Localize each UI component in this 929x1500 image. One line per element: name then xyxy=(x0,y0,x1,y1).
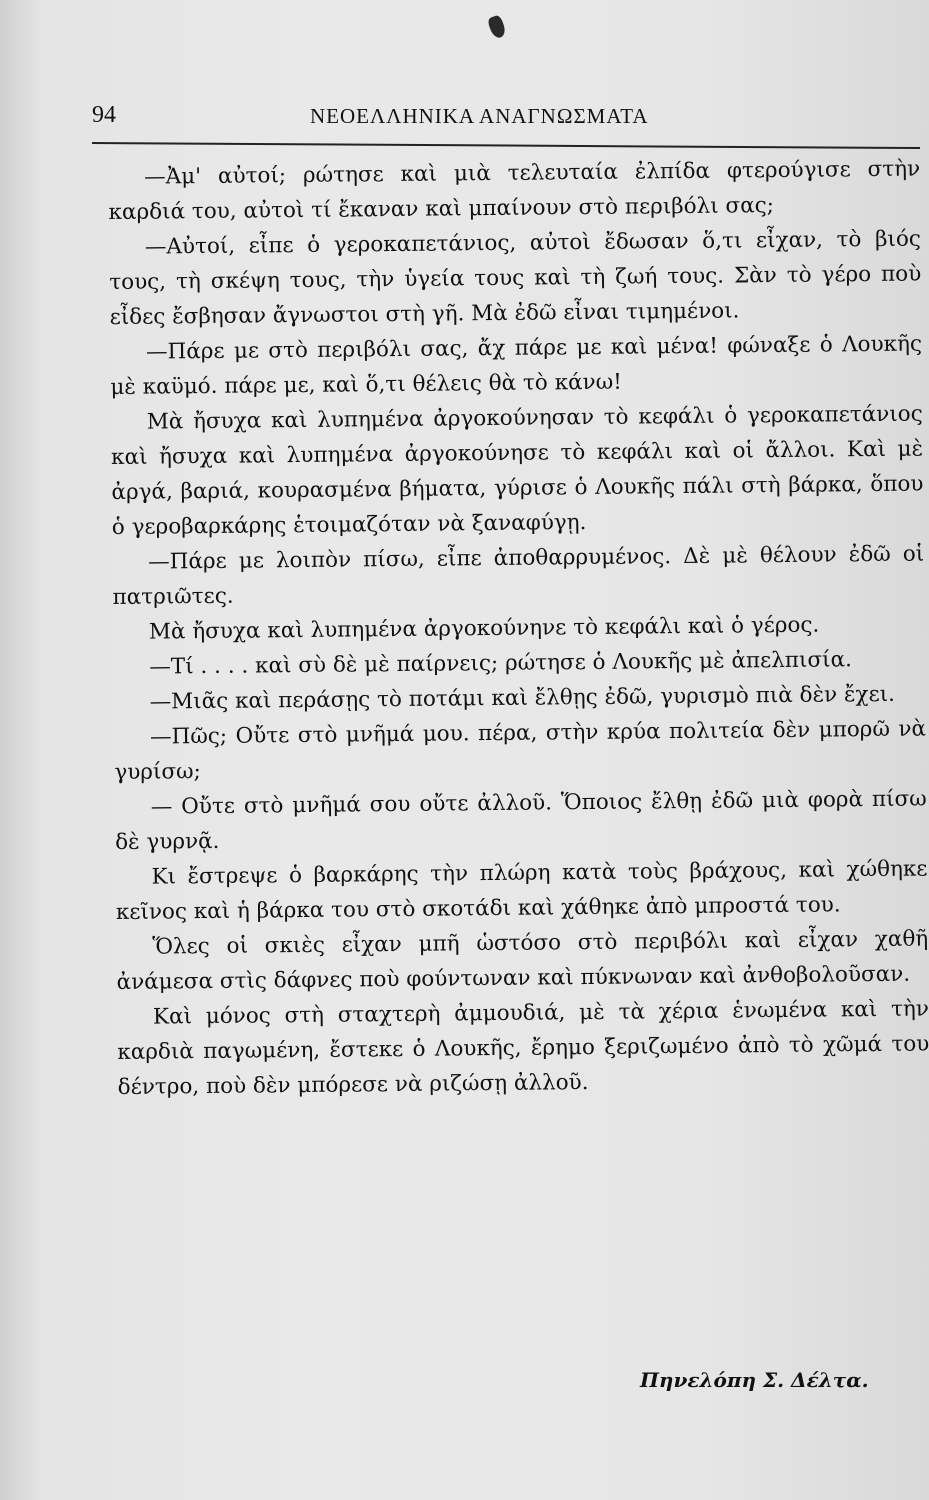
page-header xyxy=(92,100,920,140)
author-signature: Πηνελόπη Σ. Δέλτα. xyxy=(640,1368,869,1392)
body-text xyxy=(108,151,929,1104)
paragraph: —Πάρε με λοιπὸν πίσω, εἶπε ἀποθαρρυμένος. Δὲ μὲ θέλουν ἐδῶ οἱ πατριῶτες. xyxy=(112,541,925,610)
paragraph: —Πάρε με στὸ περιβόλι σας, ἄχ πάρε με καὶ μένα! φώναξε ὁ Λουκῆς μὲ καϋμό. πάρε με, καὶ ὅ,τι θέλεις θὰ τὸ κάνω! xyxy=(110,331,923,400)
paragraph: Ὅλες οἱ σκιὲς εἶχαν μπῆ ὡστόσο στὸ περιβόλι καὶ εἶχαν χαθῆ ἀνάμεσα στὶς δάφνες ποὺ φούντωναν καὶ πύκνωναν καὶ ἀνθοβολοῦσαν. xyxy=(116,926,929,995)
paragraph: Μὰ ἤσυχα καὶ λυπημένα ἀργοκούνησαν τὸ κεφάλι ὁ γεροκαπετάνιος καὶ ἤσυχα καὶ λυπημένα ἀργοκούνησε τὸ κεφάλι καὶ οἱ ἄλλοι. Καὶ μὲ ἀργά, βαριά, κουρασμένα βήματα, γύρισε ὁ Λουκῆς πάλι στὴ βάρκα, ὅπου ὁ γεροβαρκάρης ἑτοιμαζόταν νὰ ξαναφύγῃ. xyxy=(110,401,924,540)
paragraph: —Ἀμ' αὐτοί; ρώτησε καὶ μιὰ τελευταία ἐλπίδα φτερούγισε στὴν καρδιά του, αὐτοὶ τί ἔκαναν καὶ μπαίνουν στὸ περιβόλι σας; xyxy=(108,156,921,225)
page-number: 94 xyxy=(92,102,116,128)
paragraph: —Τί . . . . καὶ σὺ δὲ μὲ παίρνεις; ρώτησε ὁ Λουκῆς μὲ ἀπελπισία. xyxy=(149,647,853,680)
paragraph: —Μιᾶς καὶ περάσῃς τὸ ποτάμι καὶ ἔλθῃς ἐδῶ, γυρισμὸ πιὰ δὲν ἔχει. xyxy=(149,681,896,715)
paragraph: — Οὔτε στὸ μνῆμά σου οὔτε ἀλλοῦ. Ὅποιος ἔλθῃ ἐδῶ μιὰ φορὰ πίσω δὲ γυρνᾷ. xyxy=(115,786,927,855)
running-title: ΝΕΟΕΛΛΗΝΙΚΑ ΑΝΑΓΝΩΣΜΑΤΑ xyxy=(310,104,649,128)
paragraph: —Πῶς; Οὔτε στὸ μνῆμά μου. πέρα, στὴν κρύα πολιτεία δὲν μπορῶ νὰ γυρίσω; xyxy=(114,716,927,785)
paragraph: Μὰ ἤσυχα καὶ λυπημένα ἀργοκούνηνε τὸ κεφάλι καὶ ὁ γέρος. xyxy=(148,612,820,645)
header-rule xyxy=(92,142,920,149)
paragraph: Καὶ μόνος στὴ σταχτερὴ ἀμμουδιά, μὲ τὰ χέρια ἑνωμένα καὶ τὴν καρδιὰ παγωμένη, ἔστεκε ὁ Λουκῆς, ἔρημο ξεριζωμένο ἀπὸ τὸ χῶμά του δέντρο, ποὺ δὲν μπόρεσε νὰ ριζώσῃ ἀλλοῦ. xyxy=(117,996,929,1100)
paragraph: Κι ἔστρεψε ὁ βαρκάρης τὴν πλώρη κατὰ τοὺς βράχους, καὶ χώθηκε κεῖνος καὶ ἡ βάρκα του στὸ σκοτάδι καὶ χάθηκε ἀπὸ μπροστά του. xyxy=(115,856,928,925)
paragraph: —Αὐτοί, εἶπε ὁ γεροκαπετάνιος, αὐτοὶ ἔδωσαν ὅ,τι εἶχαν, τὸ βιός τους, τὴ σκέψη τους, τὴν ὑγεία τους καὶ τὴ ζωή τους. Σὰν τὸ γέρο ποὺ εἶδες ἔσβησαν ἄγνωστοι στὴ γῆ. Μὰ ἐδῶ εἶναι τιμημένοι. xyxy=(109,226,922,330)
ink-speck xyxy=(487,14,508,39)
